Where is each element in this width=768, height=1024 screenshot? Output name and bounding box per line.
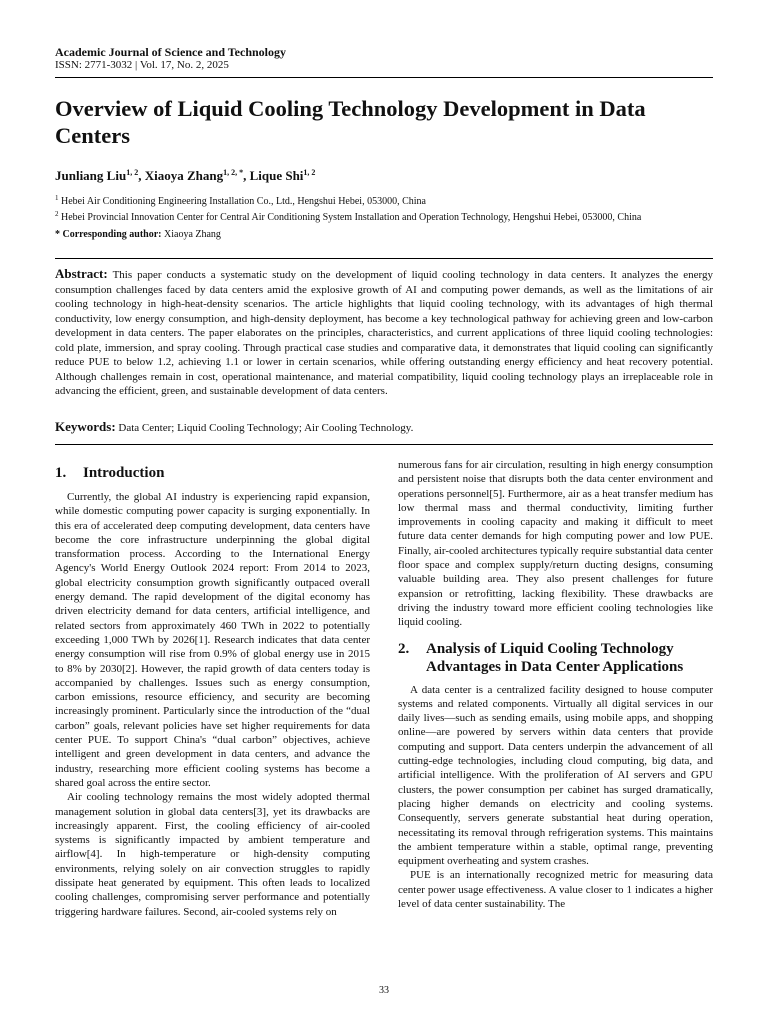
abstract	[55, 267, 713, 399]
corresponding-author	[55, 228, 715, 241]
keywords-bottom-divider	[55, 444, 713, 445]
author-affiliation-marks: 1, 2, *	[223, 168, 244, 177]
body-paragraph: numerous fans for air circulation, resulting in high energy consumption and persistent noise that disrupts both the data center environment and operations personnel[5]. Furthermore, air as a heat transfer medium has low thermal mass and thermal conductivity, limiting further improvements in cooling capacity and making it difficult to meet future data center demands for high computing power and low PUE. Finally, air-cooled architectures typically require substantial data center floor space and complex supply/return ducting designs, consuming valuable building area. They also present challenges for future expansion or retrofitting, lacking flexibility. These drawbacks are driving the industry toward more efficient cooling technologies like liquid cooling.	[398, 459, 713, 629]
affiliation-number: 1	[55, 194, 59, 202]
author-separator: ,	[243, 168, 250, 183]
body-paragraph: A data center is a centralized facility designed to house computer systems and related components. Virtually all digital services in our daily lives—such as sending emails, using mobile apps, and shopping online—are powered by servers within data centers that provide computing and support. Data centers underpin the advancement of all cutting-edge technologies, including cloud computing, big data, and artificial intelligence. With the proliferation of AI servers and GPU clusters, the power consumption per cabinet has surged dramatically, placing higher demands on electricity and cooling systems. Consequently, servers generate substantial heat during operation, necessitating its removal through refrigeration systems. This maintains the ambient temperature within a stable, optimal range, preventing equipment overheating and system crashes.	[398, 683, 713, 868]
paper-title: Overview of Liquid Cooling Technology Development in Data Centers	[55, 96, 646, 148]
journal-header	[55, 45, 713, 72]
section-heading-analysis	[398, 640, 713, 676]
section-number: 1.	[55, 465, 67, 481]
abstract-label: Abstract:	[55, 266, 108, 281]
affiliation-number: 2	[55, 210, 59, 218]
author-name: Junliang Liu	[55, 168, 127, 183]
header-divider	[55, 77, 713, 78]
body-paragraph: Currently, the global AI industry is experiencing rapid expansion, while domestic computing power capacity is surging exponentially. In this era of accelerated deep computing development, data centers have become the core infrastructure underpinning the global digital transformation process. According to the International Energy Agency's World Energy Outlook 2024 report: From 2014 to 2023, global electricity consumption growth significantly outpaced overall energy demand. The rapid development of the digital economy has driven electricity demand for data centers, artificial intelligence, and related sectors from approximately 460 TWh in 2022 to potentially exceeding 1,000 TWh by 2026[1]. Research indicates that data center energy consumption will rise from 0.9% of global energy use in 2015 to 8% by 2030[2]. However, the rapid growth of data centers today is accompanied by challenges. Issues such as energy consumption, carbon emissions, resource efficiency, and security are becoming increasingly prominent. Particularly since the introduction of the “dual carbon” goals, relevant policies have set higher requirements for data center PUE. To support China's “dual carbon” objectives, achieve intelligent and green development in data centers, and advance the industry, researching more efficient cooling systems has become a shared goal across the entire sector.	[55, 491, 370, 789]
section-number: 2.	[398, 640, 410, 657]
keywords-label: Keywords:	[55, 419, 116, 434]
author-affiliation-marks: 1, 2	[303, 168, 316, 177]
left-column	[55, 464, 370, 919]
affiliation	[55, 192, 715, 208]
affiliation-text: Hebei Provincial Innovation Center for Central Air Conditioning System Installation and Operation Technology, Hengshui Hebei, 053000, China	[61, 212, 642, 223]
author-list	[55, 164, 715, 184]
abstract-text: This paper conducts a systematic study on the development of liquid cooling technology in data centers. It analyzes the energy consumption challenges faced by data centers amid the explosive growth of AI and computing power demands, as well as the limitations of air cooling technology in high-heat-density scenarios. The article highlights that liquid cooling technology, with its advantages of high thermal conductivity, low energy consumption, and high-density deployment, has become a key technological pathway for achieving green and low-carbon development in data centers. The paper elaborates on the principles, characteristics, and current applications of three liquid cooling technologies: cold plate, immersion, and spray cooling. Through practical case studies and comparative data, it demonstrates that liquid cooling can significantly reduce PUE to below 1.2, achieving 1.1 or lower in certain scenarios, while offering outstanding energy efficiency and heat recovery potential. Although challenges remain in cost, operational maintenance, and material compatibility, liquid cooling technology plays an irreplaceable role in advancing the efficient, green, and sustainable development of data centers.	[55, 269, 713, 397]
author-name: Lique Shi	[249, 168, 304, 183]
page-number: 33	[379, 985, 389, 996]
body-paragraph: PUE is an internationally recognized metric for measuring data center power usage effectiveness. A value closer to 1 indicates a higher level of data center sustainability. The	[398, 869, 713, 911]
affiliation-text: Hebei Air Conditioning Engineering Installation Co., Ltd., Hengshui Hebei, 053000, China	[61, 196, 426, 207]
author-separator: ,	[138, 168, 145, 183]
affiliation	[55, 208, 715, 224]
journal-issn: ISSN: 2771-3032 | Vol. 17, No. 2, 2025	[55, 59, 229, 71]
section-heading-introduction	[55, 464, 370, 482]
journal-name: Academic Journal of Science and Technology	[55, 45, 287, 59]
section-title: Analysis of Liquid Cooling Technology Advantages in Data Center Applications	[426, 640, 684, 675]
keywords-text: Data Center; Liquid Cooling Technology; Air Cooling Technology.	[118, 422, 414, 434]
author-name: Xiaoya Zhang	[144, 168, 224, 183]
right-column	[398, 458, 713, 911]
corresponding-author-name: Xiaoya Zhang	[164, 229, 221, 240]
author-affiliation-marks: 1, 2	[126, 168, 139, 177]
body-paragraph: Air cooling technology remains the most widely adopted thermal management solution in global data centers[3], yet its drawbacks are increasingly apparent. First, the cooling efficiency of air-cooled systems is significantly impacted by ambient temperature and airflow[4]. In high-temperature or high-density computing environments, relying solely on air convection struggles to rapidly dissipate heat generated by equipment. This often leads to localized cooling challenges, compromising server performance and potentially triggering hardware failures. Second, air-cooled systems rely on	[55, 791, 370, 918]
affiliations	[55, 192, 715, 241]
section-title: Introduction	[83, 465, 165, 481]
corresponding-author-label: * Corresponding author:	[55, 229, 162, 240]
abstract-top-divider	[55, 258, 713, 259]
keywords	[55, 420, 713, 435]
